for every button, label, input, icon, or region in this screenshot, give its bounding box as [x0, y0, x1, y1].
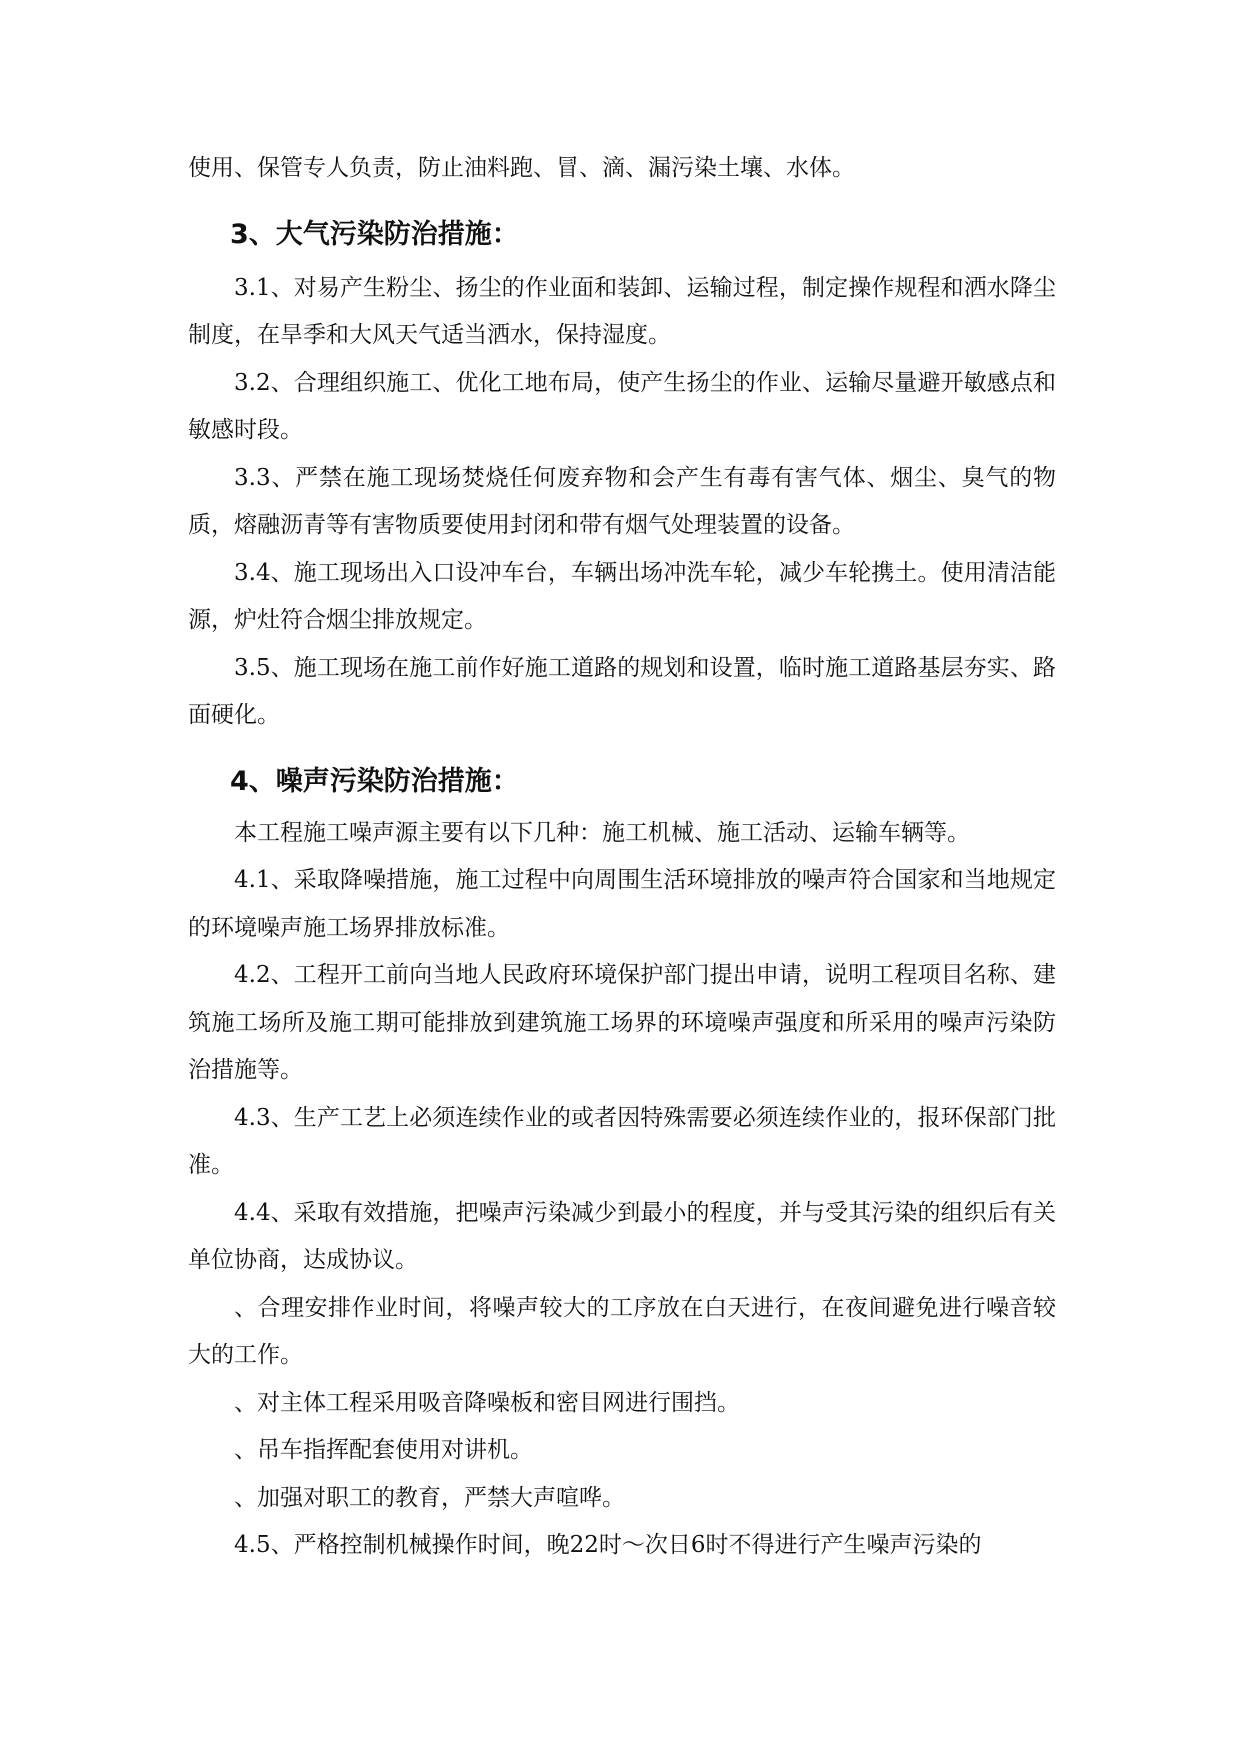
paragraph-4-4-c: 、吊车指挥配套使用对讲机。: [234, 1437, 533, 1463]
section-heading-noise-pollution: 4、噪声污染防治措施：: [230, 765, 519, 797]
paragraph-4-4-d: 、加强对职工的教育，严禁大声喧哗。: [234, 1484, 625, 1511]
paragraph-4-4-a: 、合理安排作业时间，将噪声较大的工序放在白天进行，在夜间避免进行噪音较大的工作。: [188, 1294, 1056, 1368]
paragraph-4-3: 4.3、生产工艺上必须连续作业的或者因特殊需要必须连续作业的，报环保部门批准。: [188, 1104, 1056, 1178]
paragraph-4-5: 4.5、严格控制机械操作时间，晚22时～次日6时不得进行产生噪声污染的: [234, 1532, 982, 1558]
section-heading-air-pollution: 3、大气污染防治措施：: [230, 218, 519, 250]
paragraph-3-4: 3.4、施工现场出入口设冲车台，车辆出场冲洗车轮，减少车轮携土。使用清洁能源，炉灶符合烟尘排放规定。: [188, 559, 1056, 633]
paragraph-4-intro: 本工程施工噪声源主要有以下几种：施工机械、施工活动、运输车辆等。: [234, 819, 970, 846]
paragraph-3-3: 3.3、严禁在施工现场焚烧任何废弃物和会产生有毒有害气体、烟尘、臭气的物质，熔融沥青等有害物质要使用封闭和带有烟气处理装置的设备。: [188, 464, 1056, 538]
paragraph-3-5: 3.5、施工现场在施工前作好施工道路的规划和设置，临时施工道路基层夯实、路面硬化。: [188, 654, 1056, 728]
paragraph-4-1: 4.1、采取降噪措施，施工过程中向周围生活环境排放的噪声符合国家和当地规定的环境噪声施工场界排放标准。: [188, 867, 1056, 941]
paragraph-3-1: 3.1、对易产生粉尘、扬尘的作业面和装卸、运输过程，制定操作规程和洒水降尘制度，在旱季和大风天气适当洒水，保持湿度。: [188, 274, 1056, 348]
paragraph-continuation: 使用、保管专人负责，防止油料跑、冒、滴、漏污染土壤、水体。: [188, 155, 855, 181]
paragraph-3-2: 3.2、合理组织施工、优化工地布局，使产生扬尘的作业、运输尽量避开敏感点和敏感时段。: [188, 369, 1056, 443]
paragraph-4-2: 4.2、工程开工前向当地人民政府环境保护部门提出申请，说明工程项目名称、建筑施工场所及施工期可能排放到建筑施工场界的环境噪声强度和所采用的噪声污染防治措施等。: [188, 962, 1056, 1083]
document-body: [188, 145, 1056, 1570]
paragraph-4-4-b: 、对主体工程采用吸音降噪板和密目网进行围挡。: [234, 1389, 740, 1416]
paragraph-4-4: 4.4、采取有效措施，把噪声污染减少到最小的程度，并与受其污染的组织后有关单位协商，达成协议。: [188, 1199, 1056, 1273]
